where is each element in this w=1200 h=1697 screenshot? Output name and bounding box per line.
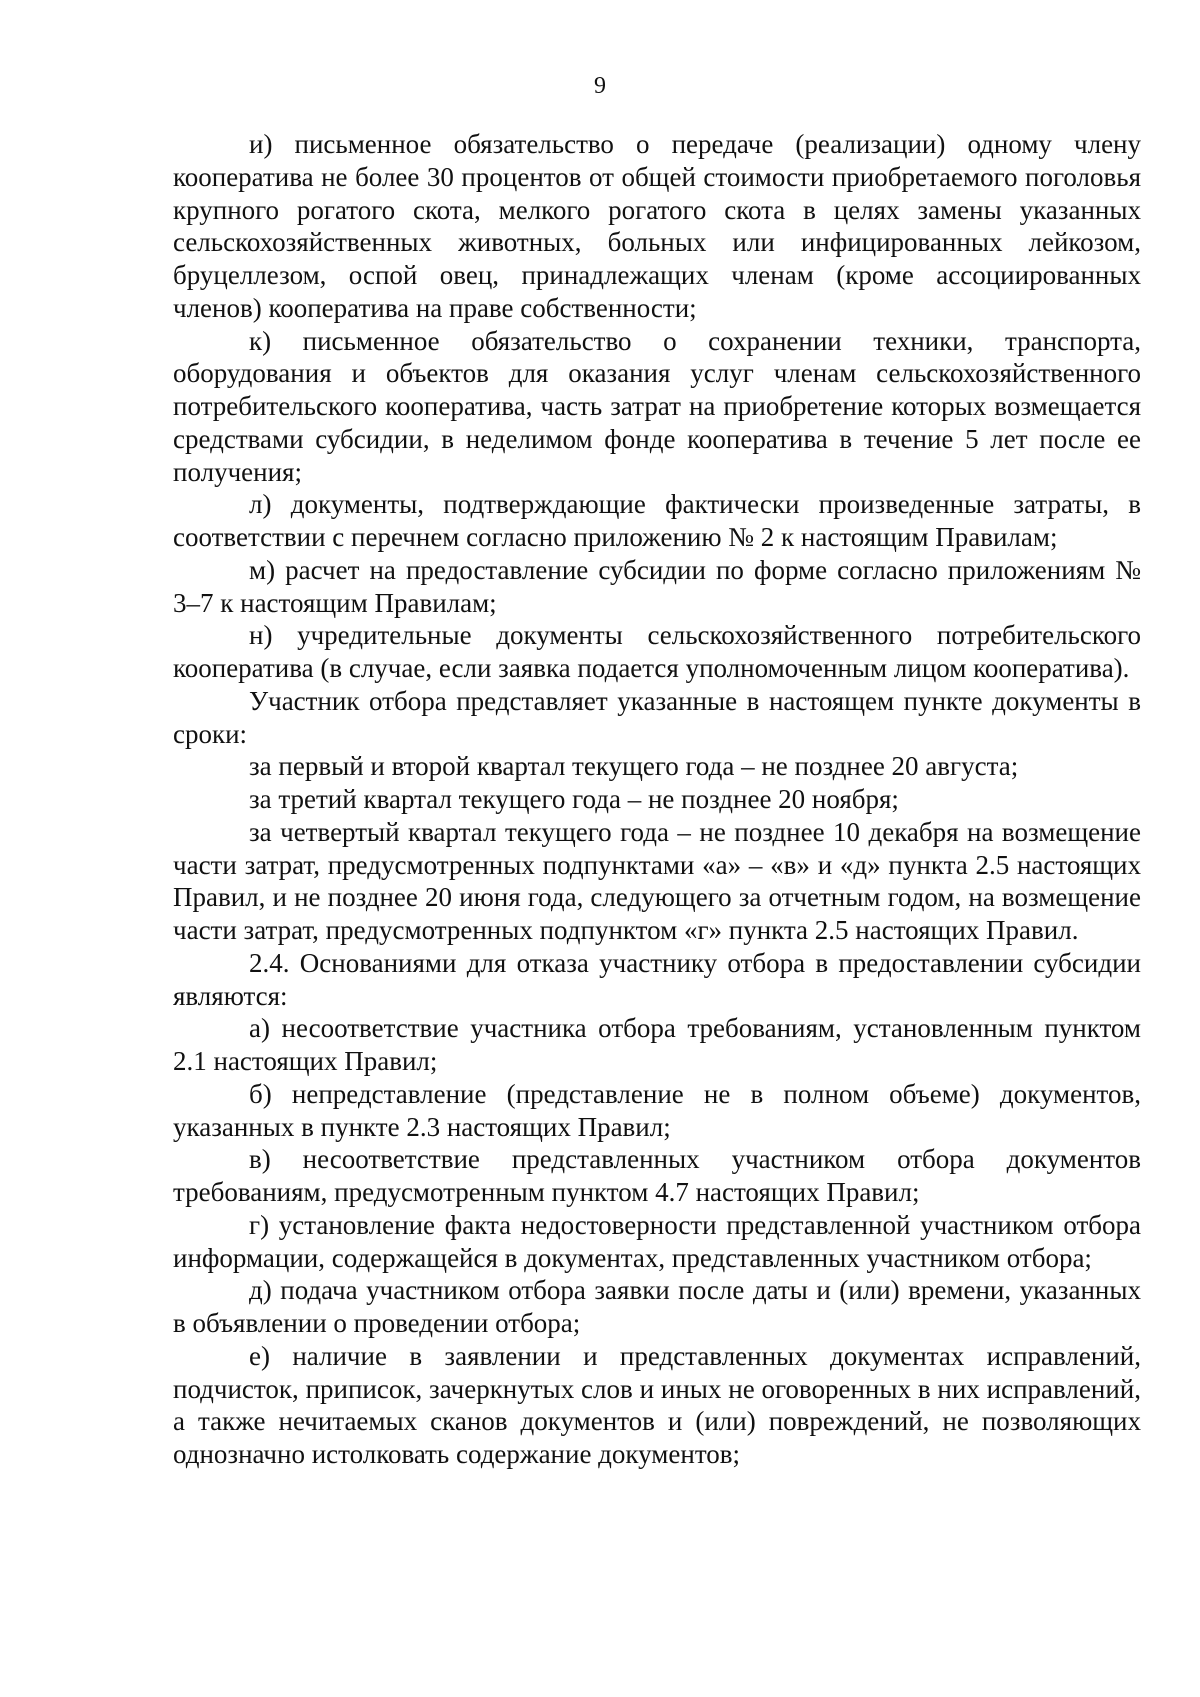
paragraph-k: к) письменное обязательство о сохранении техники, транспорта, оборудования и объектов для оказания услуг членам сельскохозяйственного потребительского кооператива, часть затрат на приобретение которых возмещается средствами субсидии, в неделимом фонде кооператива в течение 5 лет после ее получения; <box>173 325 1141 487</box>
paragraph-refusal-g: г) установление факта недостоверности представленной участником отбора информации, содержащейся в документах, представленных участником отбора; <box>173 1209 1141 1273</box>
paragraph-refusal-a: а) несоответствие участника отбора требованиям, установленным пунктом 2.1 настоящих Правил; <box>173 1013 1141 1076</box>
paragraph-l: л) документы, подтверждающие фактически произведенные затраты, в соответствии с перечнем согласно приложению № 2 к настоящим Правилам; <box>173 489 1141 552</box>
paragraph-deadline-q4: за четвертый квартал текущего года – не позднее 10 декабря на возмещение части затрат, предусмотренных подпунктами «а» – «в» и «д» пункта 2.5 настоящих Правил, и не позднее 20 июня года, следующего за отчетным годом, на возмещение части затрат, предусмотренных подпунктом «г» пункта 2.5 настоящих Правил. <box>173 816 1141 945</box>
paragraph-refusal-e: е) наличие в заявлении и представленных документах исправлений, подчисток, приписок, зачеркнутых слов и иных не оговоренных в них исправлений, а также нечитаемых сканов документов и (или) повреждений, не позволяющих однозначно истолковать содержание документов; <box>173 1340 1141 1469</box>
page-number: 9 <box>594 73 606 99</box>
paragraph-refusal-d: д) подача участником отбора заявки после даты и (или) времени, указанных в объявлении о проведении отбора; <box>173 1275 1141 1338</box>
paragraph-i: и) письменное обязательство о передаче (реализации) одному члену кооператива не более 30 процентов от общей стоимости приобретаемого поголовья крупного рогатого скота, мелкого рогатого скота в целях замены указанных сельскохозяйственных животных, больных или инфицированных лейкозом, бруцеллезом, оспой овец, принадлежащих членам (кроме ассоциированных членов) кооператива на праве собственности; <box>173 129 1141 323</box>
paragraph-n: н) учредительные документы сельскохозяйственного потребительского кооператива (в случае, если заявка подается уполномоченным лицом кооператива). <box>173 620 1141 683</box>
paragraph-deadline-q3: за третий квартал текущего года – не позднее 20 ноября; <box>249 784 899 814</box>
paragraph-deadline-q1-q2: за первый и второй квартал текущего года – не позднее 20 августа; <box>249 751 1019 782</box>
paragraph-deadlines-intro: Участник отбора представляет указанные в настоящем пункте документы в сроки: <box>173 685 1141 749</box>
document-body <box>173 128 1141 1471</box>
paragraph-refusal-b: б) непредставление (представление не в полном объеме) документов, указанных в пункте 2.3 настоящих Правил; <box>173 1078 1141 1142</box>
paragraph-m: м) расчет на предоставление субсидии по форме согласно приложениям № 3–7 к настоящим Правилам; <box>173 554 1141 618</box>
paragraph-refusal-v: в) несоответствие представленных участником отбора документов требованиям, предусмотренным пунктом 4.7 настоящих Правил; <box>173 1144 1141 1207</box>
paragraph-2-4: 2.4. Основаниями для отказа участнику отбора в предоставлении субсидии являются: <box>173 947 1141 1011</box>
